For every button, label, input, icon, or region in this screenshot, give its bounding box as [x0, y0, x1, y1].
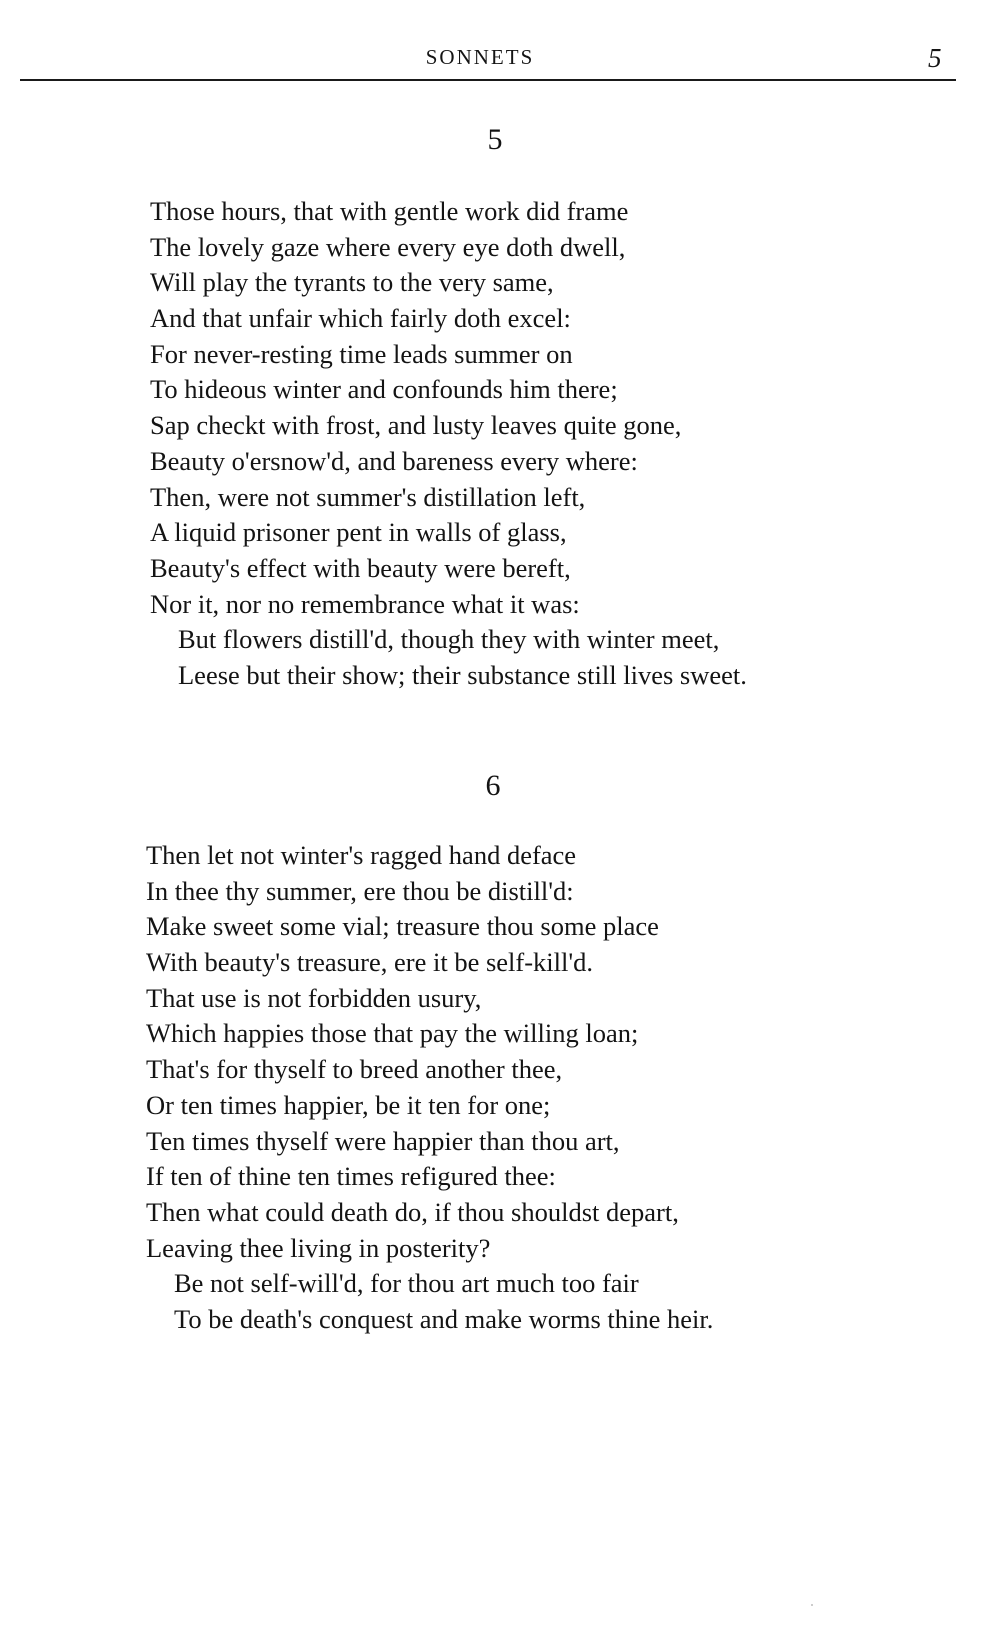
sonnet-line: A liquid prisoner pent in walls of glass, [150, 517, 567, 548]
sonnet-line: And that unfair which fairly doth excel: [150, 303, 571, 334]
sonnet-line: In thee thy summer, ere thou be distill'd: [146, 875, 574, 906]
couplet-line: To be death's conquest and make worms thine heir. [174, 1303, 714, 1334]
sonnet-6-number: 6 [485, 769, 501, 802]
sonnet-5-text [150, 194, 747, 694]
sonnet-line: Nor it, nor no remembrance what it was: [150, 588, 580, 619]
sonnet-line: Beauty's effect with beauty were bereft, [150, 552, 571, 583]
sonnet-5-number: 5 [487, 123, 503, 156]
page-number: 5 [928, 43, 942, 73]
sonnet-line: If ten of thine ten times refigured thee: [146, 1161, 556, 1192]
sonnet-line: Which happies those that pay the willing loan; [146, 1018, 639, 1049]
header-rule [20, 79, 956, 81]
sonnet-line: Leaving thee living in posterity? [146, 1232, 491, 1263]
sonnet-line: With beauty's treasure, ere it be self-kill'd. [146, 947, 594, 978]
sonnet-line: The lovely gaze where every eye doth dwell, [150, 231, 626, 262]
sonnet-line: Or ten times happier, be it ten for one; [146, 1089, 551, 1120]
sonnet-line: Make sweet some vial; treasure thou some place [146, 911, 659, 942]
sonnet-line: Beauty o'ersnow'd, and bareness every where: [150, 445, 638, 476]
sonnet-line: That use is not forbidden usury, [146, 982, 482, 1013]
sonnet-line: Sap checkt with frost, and lusty leaves quite gone, [150, 410, 682, 441]
paper-speck [811, 1604, 813, 1606]
running-title: SONNETS [425, 45, 535, 69]
couplet-line: Leese but their show; their substance still lives sweet. [178, 659, 747, 690]
sonnet-line: That's for thyself to breed another thee, [146, 1054, 563, 1085]
couplet-line: But flowers distill'd, though they with winter meet, [178, 624, 720, 655]
sonnet-line: To hideous winter and confounds him there; [150, 374, 618, 405]
sonnet-line: Ten times thyself were happier than thou art, [146, 1125, 620, 1156]
sonnet-line: Then, were not summer's distillation left, [150, 481, 586, 512]
sonnet-6-text [146, 838, 713, 1338]
sonnet-line: Will play the tyrants to the very same, [150, 267, 554, 298]
sonnet-line: Those hours, that with gentle work did frame [150, 196, 629, 226]
sonnet-line: For never-resting time leads summer on [150, 338, 573, 369]
sonnet-line: Then what could death do, if thou shouldst depart, [146, 1196, 679, 1227]
couplet-line: Be not self-will'd, for thou art much too fair [174, 1268, 639, 1299]
sonnet-line: Then let not winter's ragged hand deface [146, 840, 577, 870]
